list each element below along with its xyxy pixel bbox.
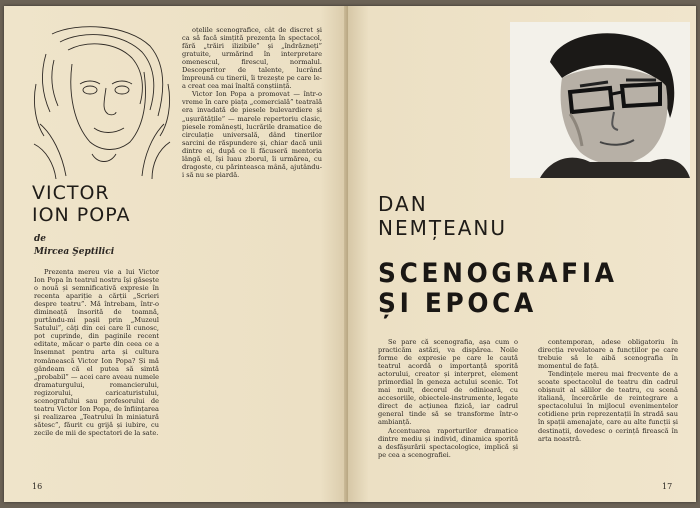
left-column-1: [34, 268, 159, 476]
title-line-1: VICTOR: [32, 182, 110, 204]
portrait-sketch: [32, 24, 172, 179]
paragraph: Prezenta mereu vie a lui Victor Ion Popa în teatrul nostru își găsește o nouă și semnificativă expresie în recenta apariție a cărții „Scrieri despre teatru”. Mă întrebam, într-o dimineață însorită de toamnă, purtându-mi pașii prin „Muzeul Satului”, câți din cei care îl cunosc, pot cuprinde, din paginile recent editate, măcar o parte din ceea ce a însemnat pentru arta și cultura românească Victor Ion Popa? Și mă gândeam că el putea să simtă „probabil” — acei care aveau numele dramaturgului, romancierului, regizorului, caricaturistului, scenografului sau profesorului de teatru Victor Ion Popa, de înființarea și realizarea „Teatrului în miniatură sătesc”, făurit cu grijă și iubire, cu zecile de mii de spectatori de la sate.: [34, 268, 159, 437]
name-line-1: DAN: [378, 192, 428, 216]
title-line-2: ȘI EPOCA: [378, 288, 537, 319]
paragraph: Tendințele mereu mai frecvente de a scoate spectacolul de teatru din cadrul obișnuit al sălilor de teatru, cu scenă italiană, încercările de reintegrare a spectacolului în mijlocul evenimentelor cotidiene prin reprezentații în stradă sau în spații amenajate, care au alte funcții și destinații, dovedesc o cerință firească în arta noastră.: [538, 370, 678, 443]
title-line-1: SCENOGRAFIA: [378, 258, 618, 289]
page-number-left: 16: [32, 482, 43, 491]
paragraph: contemporan, adese obligatoriu în direcția revelatoare a funcțiilor pe care trebuie să le aibă scenografia în momentul de față.: [538, 338, 678, 371]
article-title-scenografia: [378, 259, 654, 319]
magazine-spread: [4, 6, 696, 502]
right-page: [348, 6, 696, 502]
right-column-2: [538, 338, 678, 488]
right-column-1: [378, 338, 518, 488]
author-name: Mircea Şeptilici: [34, 247, 115, 257]
article-title-victor-ion-popa: [32, 182, 182, 226]
paragraph: Accentuarea raporturilor dramatice dintre mediu și individ, dinamica sporită a desfășurării spectacologice, implică și pe cea a scenografiei.: [378, 426, 518, 459]
byline-prefix: de: [34, 234, 47, 244]
paragraph: oțelile scenografice, cât de discret și ca să facă simțită prezența în spectacol, fără „trăiri ilizibile” și „îndrăzneți” gratuite, urmărind în interpretare omenescul, firescul, normalul. Descoperitor de talente, lucrând împreună cu tinerii, îi trezește pe care le-a creat cea mai înaltă conștiință.: [182, 26, 322, 91]
name-line-2: NEMȚEANU: [378, 216, 507, 240]
title-line-2: ION POPA: [32, 204, 131, 226]
author-photo: [510, 22, 690, 178]
page-number-right: 17: [662, 482, 673, 491]
paragraph: Se pare că scenografia, așa cum o practicăm astăzi, va dispărea. Noile forme de expresie pe care le caută teatrul acordă o importanță sporită actorului, creator și interpret, element primordial în geneza actului scenic. Tot mai mult, decorul de odinioară, cu accesoriile, obiectele-instrumente, legate direct de acțiunea fizică, iar cadrul general tinde să se transforme într-o ambianță.: [378, 338, 518, 427]
paragraph: Victor Ion Popa a promovat — într-o vreme în care piața „comercială” teatrală era invadată de piesele bulevardiere și „ușurătățile” — marele repertoriu clasic, piesele românești, lucrările dramatice de circulație universală, dând tinerilor sarcini de răspundere și, chiar dacă unii dintre ei, după ce li făcuseră mentoria lângă el, își luau zborul, îi urmărea, cu dragoste, cu părinteasca mână, ajutându-i să nu se piardă.: [182, 90, 322, 179]
author-name-large: [378, 192, 507, 240]
left-page: [4, 6, 348, 502]
left-column-2: [182, 26, 322, 484]
